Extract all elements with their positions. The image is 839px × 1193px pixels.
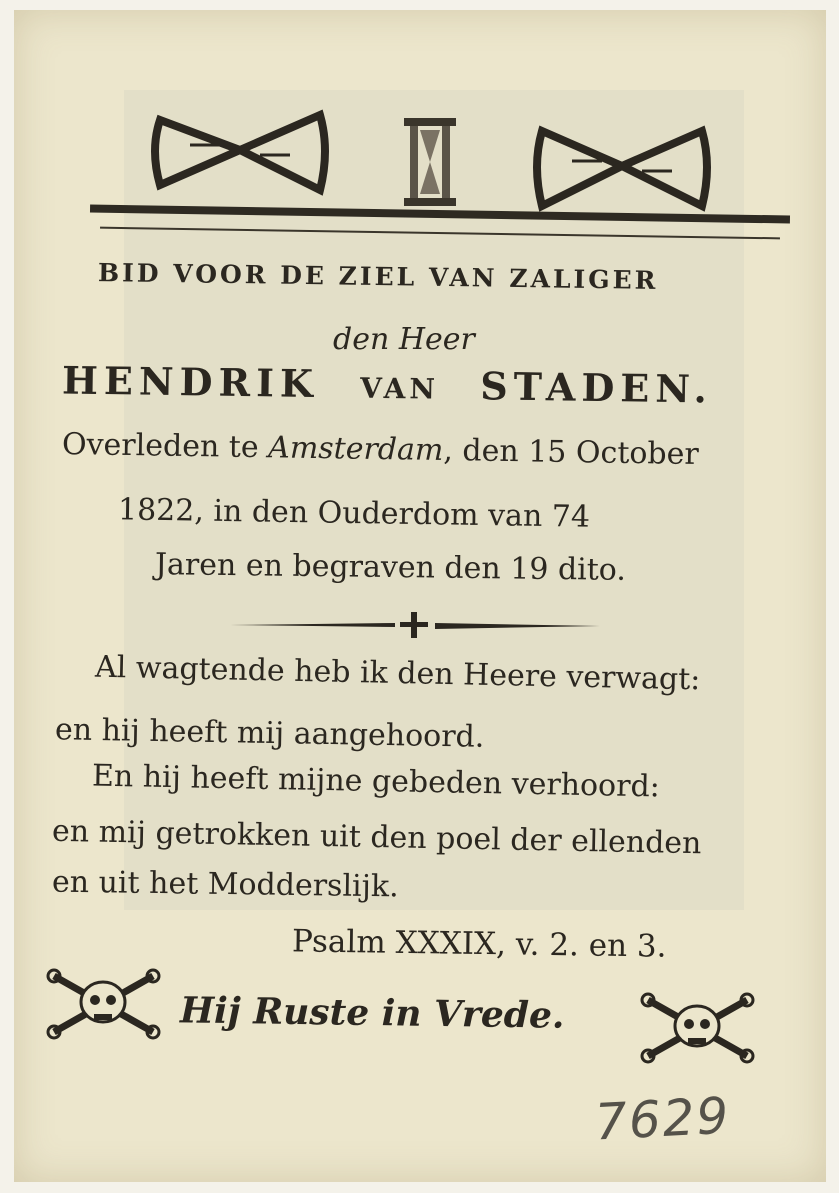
verse-line-4: en mij getrokken uit den poel der ellenden bbox=[51, 813, 702, 862]
verse-line-5: en uit het Modderslijk. bbox=[51, 864, 399, 905]
death-line-2: 1822, in den Ouderdom van 74 bbox=[117, 492, 591, 535]
death-place: Amsterdam bbox=[267, 430, 444, 468]
name-middle: VAN bbox=[359, 371, 440, 406]
deceased-name bbox=[62, 357, 713, 411]
winged-hourglass-left-icon bbox=[150, 100, 330, 200]
verse-line-2: en hij heeft mij aangehoord. bbox=[54, 712, 485, 755]
catalog-number: 7629 bbox=[593, 1086, 732, 1152]
verse-line-3: En hij heeft mijne gebeden verhoord: bbox=[91, 758, 661, 805]
death-date: , den 15 October bbox=[443, 432, 700, 472]
death-line-3: Jaren en begraven den 19 dito. bbox=[154, 547, 627, 588]
death-line-1-start: Overleden te bbox=[61, 427, 259, 466]
psalm-reference: Psalm XXXIX, v. 2. en 3. bbox=[291, 923, 667, 965]
skull-crossbones-left-icon bbox=[46, 968, 161, 1040]
name-last: STADEN. bbox=[479, 363, 714, 412]
honorific: den Heer bbox=[333, 322, 475, 357]
cross-divider bbox=[230, 610, 600, 640]
skull-crossbones-right-icon bbox=[640, 992, 755, 1064]
verse-line-1: Al wagtende heb ik den Heere verwagt: bbox=[94, 649, 701, 698]
name-first: HENDRIK bbox=[61, 357, 320, 407]
cross-icon bbox=[400, 612, 428, 638]
hourglass-icon bbox=[402, 116, 458, 208]
prayer-heading: BID VOOR DE ZIEL VAN ZALIGER bbox=[97, 258, 659, 295]
closing-line: Hij Ruste in Vrede. bbox=[179, 989, 565, 1037]
winged-hourglass-right-icon bbox=[532, 116, 712, 216]
